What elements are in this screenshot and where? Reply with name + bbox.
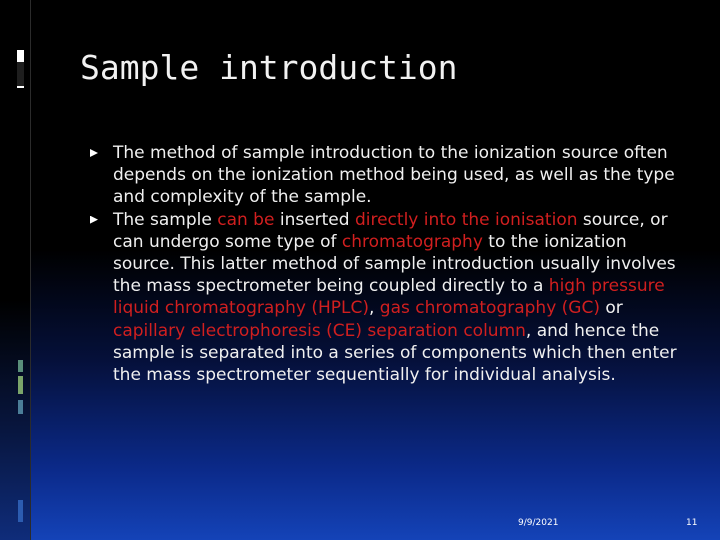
highlighted-text: capillary electrophoresis (CE) separation column <box>113 320 526 341</box>
text-segment: or <box>599 298 623 319</box>
accent-block-olive <box>18 376 23 394</box>
text-segment: The sample <box>113 209 218 230</box>
text-segment: inserted <box>274 209 355 230</box>
accent-block-blue <box>18 500 23 522</box>
left-accent-strip <box>0 0 30 540</box>
highlighted-text: directly into the ionisation <box>354 209 578 230</box>
accent-block-dark <box>17 62 24 86</box>
accent-block-teal <box>18 400 23 414</box>
accent-block-green <box>18 360 23 372</box>
slide-title: Sample introduction <box>80 48 458 87</box>
slide-number: 11 <box>686 518 698 528</box>
text-segment: source, or can undergo some type of <box>113 209 668 252</box>
text-segment: , and hence the sample is separated into a series of components which then enter the mass spectrometer sequentially for individual analysis. <box>113 320 677 386</box>
text-segment: , <box>368 298 380 319</box>
text-segment: to the ionization source. This latter method of sample introduction usually involves the mass spectrometer being coupled directly to a <box>113 231 676 297</box>
bullet-item <box>90 209 690 387</box>
strip-divider <box>30 0 31 540</box>
footer-date: 9/9/2021 <box>518 518 559 528</box>
bullet-text <box>113 210 677 385</box>
highlighted-text: chromatography <box>341 231 483 252</box>
bullet-arrow-icon <box>90 149 98 157</box>
highlighted-text: can be <box>217 209 275 230</box>
bullet-text: The method of sample introduction to the ionization source often depends on the ionization method being used, as well as the type and complexity of the sample. <box>113 143 675 208</box>
highlighted-text: high pressure liquid chromatography (HPLC) <box>113 276 665 319</box>
slide-body <box>90 142 690 386</box>
bullet-arrow-icon <box>90 216 98 224</box>
highlighted-text: gas chromatography (GC) <box>379 298 600 319</box>
bullet-item <box>90 142 690 209</box>
